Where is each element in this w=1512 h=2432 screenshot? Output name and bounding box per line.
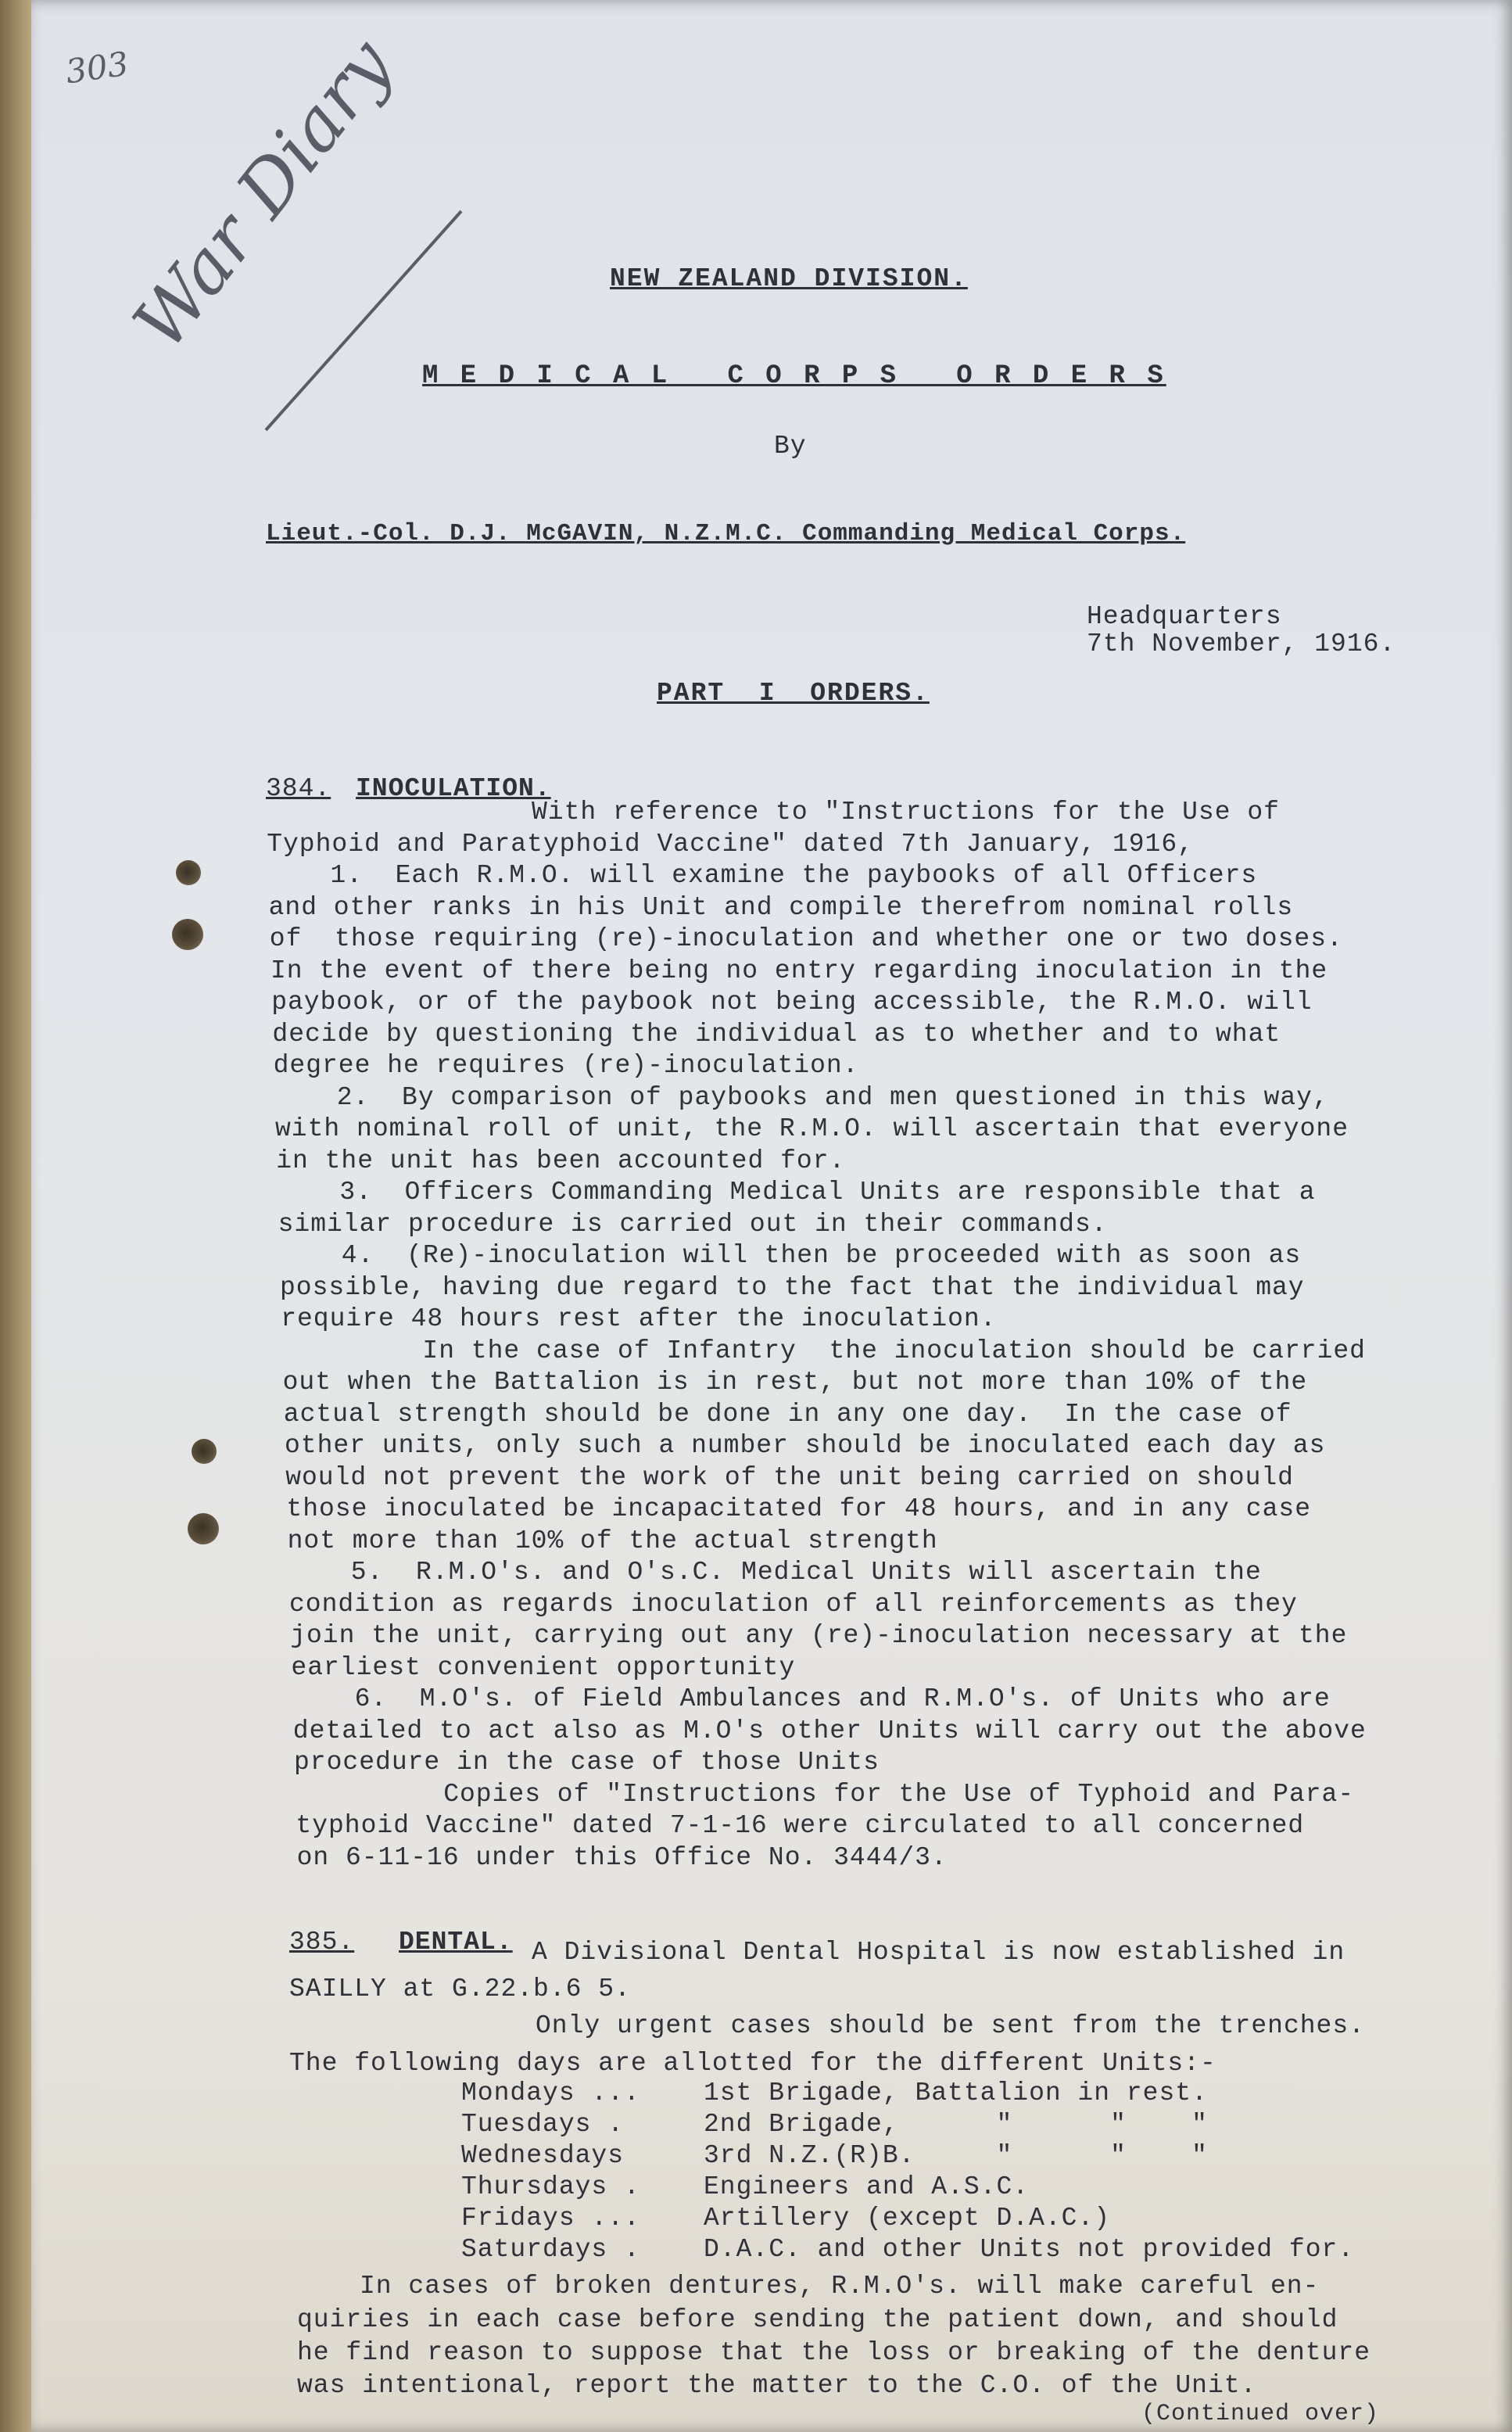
schedule-day: Tuesdays .: [461, 2110, 625, 2139]
punch-hole: [172, 919, 203, 950]
by-line: By: [774, 432, 807, 461]
part-heading: PART I ORDERS.: [657, 679, 930, 708]
section-384-line: with nominal roll of unit, the R.M.O. will ascertain that everyone: [275, 1114, 1349, 1143]
section-385-closing-line: In cases of broken dentures, R.M.O's. will make careful en-: [360, 2272, 1320, 2301]
section-384-line: condition as regards inoculation of all reinforcements as they: [289, 1589, 1298, 1619]
page-number: 303: [63, 44, 131, 91]
date-line: 7th November, 1916.: [1087, 630, 1396, 658]
section-384-line: 6. M.O's. of Field Ambulances and R.M.O's. of Units who are: [354, 1684, 1331, 1713]
section-384-line: decide by questioning the individual as to whether and to what: [272, 1019, 1281, 1049]
section-385-closing-line: he find reason to suppose that the loss or breaking of the denture: [297, 2338, 1371, 2367]
schedule-unit: D.A.C. and other Units not provided for.: [704, 2235, 1355, 2264]
section-384-line: 3. Officers Commanding Medical Units are responsible that a: [339, 1178, 1316, 1207]
schedule-day: Mondays ...: [461, 2079, 640, 2107]
section-384-line: of those requiring (re)-inoculation and whether one or two doses.: [269, 924, 1343, 953]
punch-hole: [192, 1439, 217, 1464]
section-384-line: out when the Battalion is in rest, but not more than 10% of the: [282, 1368, 1308, 1397]
section-385-heading: DENTAL.: [399, 1928, 513, 1957]
schedule-day: Wednesdays: [461, 2141, 625, 2170]
schedule-unit: 1st Brigade, Battalion in rest.: [704, 2079, 1208, 2107]
section-384-line: Typhoid and Paratyphoid Vaccine" dated 7th January, 1916,: [267, 829, 1194, 859]
section-384-line: paybook, or of the paybook not being accessible, the R.M.O. will: [271, 988, 1313, 1017]
section-384-line: procedure in the case of those Units: [294, 1748, 880, 1777]
section-384-number: 384.: [266, 774, 331, 803]
section-384-line: other units, only such a number should be inoculated each day as: [285, 1431, 1326, 1460]
section-384-line: degree he requires (re)-inoculation.: [273, 1051, 859, 1080]
document-title: M E D I C A L C O R P S O R D E R S: [422, 361, 1166, 391]
section-384-line: 1. Each R.M.O. will examine the paybooks of all Officers: [330, 861, 1258, 890]
schedule-day: Saturdays .: [461, 2235, 640, 2264]
schedule-unit: Engineers and A.S.C.: [704, 2172, 1030, 2201]
section-384-line: earliest convenient opportunity: [291, 1652, 796, 1682]
section-384-line: and other ranks in his Unit and compile therefrom nominal rolls: [268, 892, 1294, 922]
schedule-unit: Artillery (except D.A.C.): [704, 2204, 1111, 2233]
section-384-line: join the unit, carrying out any (re)-inoculation necessary at the: [290, 1621, 1348, 1650]
schedule-unit: 3rd N.Z.(R)B. " " ": [704, 2141, 1208, 2170]
section-385-number: 385.: [289, 1928, 355, 1957]
section-384-line: 5. R.M.O's. and O's.C. Medical Units will ascertain the: [350, 1558, 1262, 1587]
section-384-line: actual strength should be done in any one day. In the case of: [283, 1399, 1292, 1429]
margin-note-stroke: [250, 195, 485, 446]
issuer-line: Lieut.-Col. D.J. McGAVIN, N.Z.M.C. Commanding Medical Corps.: [266, 520, 1186, 547]
section-385-intro-line: The following days are allotted for the different Units:-: [289, 2049, 1216, 2078]
section-384-line: not more than 10% of the actual strength: [287, 1526, 938, 1555]
document-page: [31, 0, 1512, 2432]
section-384-line: similar procedure is carried out in their commands.: [278, 1209, 1108, 1239]
section-385-intro-line: Only urgent cases should be sent from the trenches.: [536, 2011, 1365, 2040]
section-384-line: In the event of there being no entry regarding inoculation in the: [271, 956, 1328, 985]
section-385-intro-line: A Divisional Dental Hospital is now established in: [532, 1938, 1345, 1967]
section-384-line: on 6-11-16 under this Office No. 3444/3.: [296, 1842, 948, 1872]
section-384-line: typhoid Vaccine" dated 7-1-16 were circulated to all concerned: [296, 1811, 1305, 1840]
section-385-closing-line: quiries in each case before sending the patient down, and should: [297, 2305, 1338, 2334]
location-line: Headquarters: [1087, 602, 1282, 631]
section-384-line: Copies of "Instructions for the Use of Typhoid and Para-: [443, 1779, 1355, 1809]
schedule-day: Thursdays .: [461, 2172, 640, 2201]
section-384-line: With reference to "Instructions for the Use of: [532, 798, 1280, 827]
schedule-day: Fridays ...: [461, 2204, 640, 2233]
schedule-unit: 2nd Brigade, " " ": [704, 2110, 1208, 2139]
section-384-line: 4. (Re)-inoculation will then be proceeded with as soon as: [341, 1241, 1302, 1270]
punch-hole: [176, 860, 201, 885]
section-384-line: detailed to act also as M.O's other Units will carry out the above: [292, 1716, 1367, 1745]
section-384-line: would not prevent the work of the unit being carried on should: [285, 1462, 1294, 1492]
division-heading: NEW ZEALAND DIVISION.: [610, 264, 968, 293]
section-385-closing-line: was intentional, report the matter to the C.O. of the Unit.: [297, 2371, 1257, 2400]
section-384-line: possible, having due regard to the fact that the individual may: [280, 1272, 1305, 1302]
section-384-line: In the case of Infantry the inoculation should be carried: [422, 1336, 1366, 1365]
continued-note: (Continued over): [1141, 2401, 1380, 2427]
section-384-line: 2. By comparison of paybooks and men questioned in this way,: [336, 1082, 1329, 1112]
section-384-line: those inoculated be incapacitated for 48 hours, and in any case: [286, 1494, 1311, 1523]
section-385-intro-line: SAILLY at G.22.b.6 5.: [289, 1975, 631, 2003]
section-384-heading: INOCULATION.: [356, 774, 551, 803]
punch-hole: [188, 1513, 219, 1544]
section-384-line: require 48 hours rest after the inoculation.: [281, 1304, 997, 1333]
margin-note: War Diary: [117, 23, 409, 364]
section-384-line: in the unit has been accounted for.: [276, 1146, 846, 1175]
